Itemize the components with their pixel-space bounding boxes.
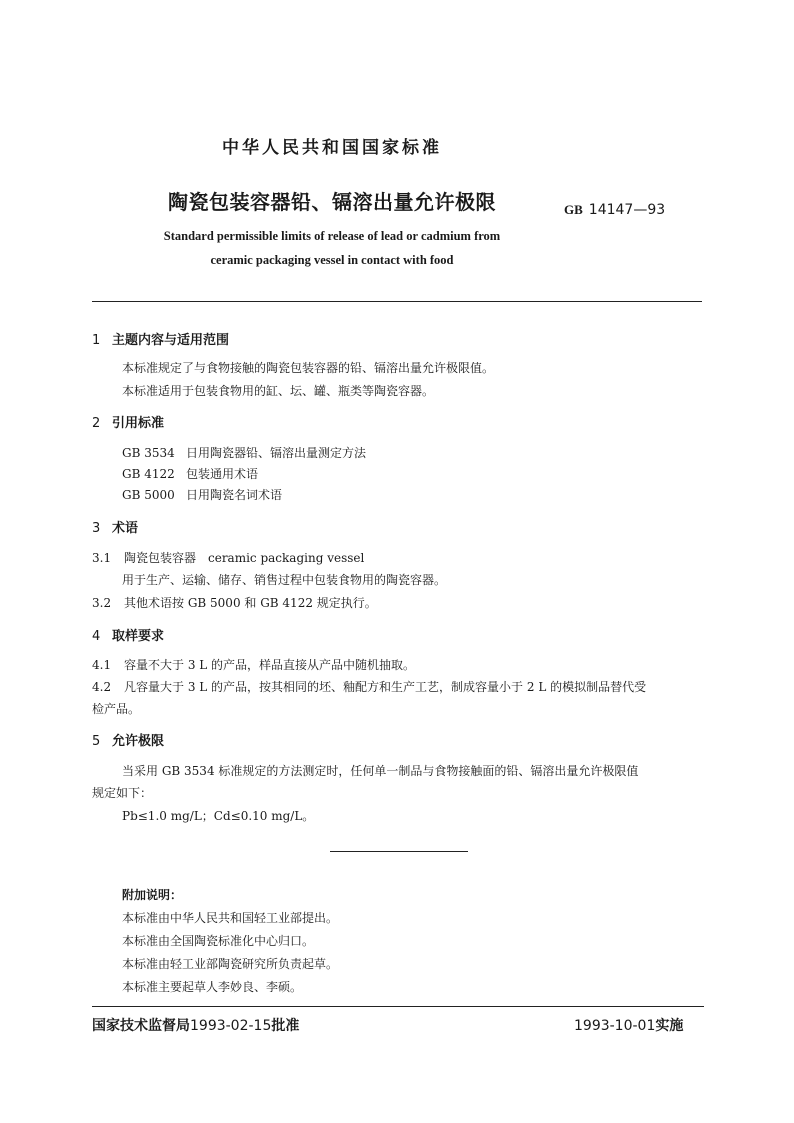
section-number: 2 [92, 416, 101, 431]
section-2-heading [92, 412, 164, 431]
clause-number: 3.2 [92, 596, 112, 610]
national-standard-heading: 中华人民共和国国家标准 [222, 138, 442, 158]
clause-number: 3.1 [92, 551, 112, 565]
standard-code-number: 14147—93 [588, 202, 666, 218]
term-definition: 用于生产、运输、储存、销售过程中包装食物用的陶瓷容器。 [122, 573, 447, 587]
standard-code [564, 202, 665, 218]
notes-title: 附加说明： [122, 888, 183, 902]
clause-text: 陶瓷包装容器 ceramic packaging vessel [124, 551, 365, 565]
reference-name: 包装通用术语 [186, 467, 259, 481]
note-line: 本标准由全国陶瓷标准化中心归口。 [122, 934, 315, 948]
clause-4-2 [92, 678, 646, 695]
note-line: 本标准由中华人民共和国轻工业部提出。 [122, 911, 339, 925]
paragraph: 本标准适用于包装食物用的缸、坛、罐、瓶类等陶瓷容器。 [122, 384, 435, 398]
reference-name: 日用陶瓷名词术语 [186, 488, 283, 502]
approval-line [92, 1015, 299, 1035]
clause-3-2 [92, 594, 377, 611]
section-number: 4 [92, 629, 101, 644]
approval-suffix: 批准 [271, 1018, 300, 1034]
paragraph: 当采用 GB 3534 标准规定的方法测定时，任何单一制品与食物接触面的铅、镉溶出量允许极限值 [122, 764, 639, 778]
reference-item [122, 465, 258, 482]
note-line: 本标准主要起草人李妙良、李硕。 [122, 980, 303, 994]
footer-divider [92, 1006, 704, 1007]
section-number: 1 [92, 333, 101, 348]
clause-number: 4.1 [92, 658, 112, 672]
note-line: 本标准由轻工业部陶瓷研究所负责起草。 [122, 957, 339, 971]
section-5-heading [92, 730, 164, 749]
section-number: 5 [92, 734, 101, 749]
document-title-en-line2: ceramic packaging vessel in contact with food [210, 253, 454, 267]
section-number: 3 [92, 521, 101, 536]
clause-3-1 [92, 549, 364, 566]
reference-code: GB 3534 [122, 446, 175, 460]
clause-continuation: 检产品。 [92, 702, 141, 716]
clause-text: 凡容量大于 3 L 的产品，按其相同的坯、釉配方和生产工艺，制成容量小于 2 L 的模拟制品替代受 [124, 680, 647, 694]
clause-4-1 [92, 656, 415, 673]
section-4-heading [92, 625, 164, 644]
header-divider [92, 301, 702, 302]
effective-date: 1993-10-01 [574, 1018, 656, 1034]
document-title-cn: 陶瓷包装容器铅、镉溶出量允许极限 [168, 190, 496, 214]
section-1-heading [92, 329, 229, 348]
clause-text: 其他术语按 GB 5000 和 GB 4122 规定执行。 [124, 596, 377, 610]
section-title: 术语 [112, 521, 139, 536]
reference-code: GB 5000 [122, 488, 175, 502]
standard-code-prefix: GB [564, 202, 583, 217]
reference-item [122, 444, 366, 461]
section-3-heading [92, 517, 138, 536]
section-title: 允许极限 [112, 734, 165, 749]
document-title-en-line1: Standard permissible limits of release of lead or cadmium from [163, 229, 501, 243]
paragraph-continuation: 规定如下： [92, 786, 153, 800]
clause-number: 4.2 [92, 680, 112, 694]
paragraph: 本标准规定了与食物接触的陶瓷包装容器的铅、镉溶出量允许极限值。 [122, 361, 495, 375]
section-title: 取样要求 [112, 629, 165, 644]
end-of-text-divider [330, 851, 468, 852]
clause-text: 容量不大于 3 L 的产品，样品直接从产品中随机抽取。 [124, 658, 416, 672]
section-title: 引用标准 [112, 416, 165, 431]
effective-line [574, 1015, 683, 1035]
reference-code: GB 4122 [122, 467, 175, 481]
approval-org: 国家技术监督局 [92, 1018, 190, 1034]
limit-values: Pb≤1.0 mg/L；Cd≤0.10 mg/L。 [122, 809, 315, 823]
reference-item [122, 486, 282, 503]
effective-suffix: 实施 [655, 1018, 684, 1034]
approval-date: 1993-02-15 [190, 1018, 272, 1034]
section-title: 主题内容与适用范围 [112, 333, 230, 348]
reference-name: 日用陶瓷器铅、镉溶出量测定方法 [186, 446, 367, 460]
